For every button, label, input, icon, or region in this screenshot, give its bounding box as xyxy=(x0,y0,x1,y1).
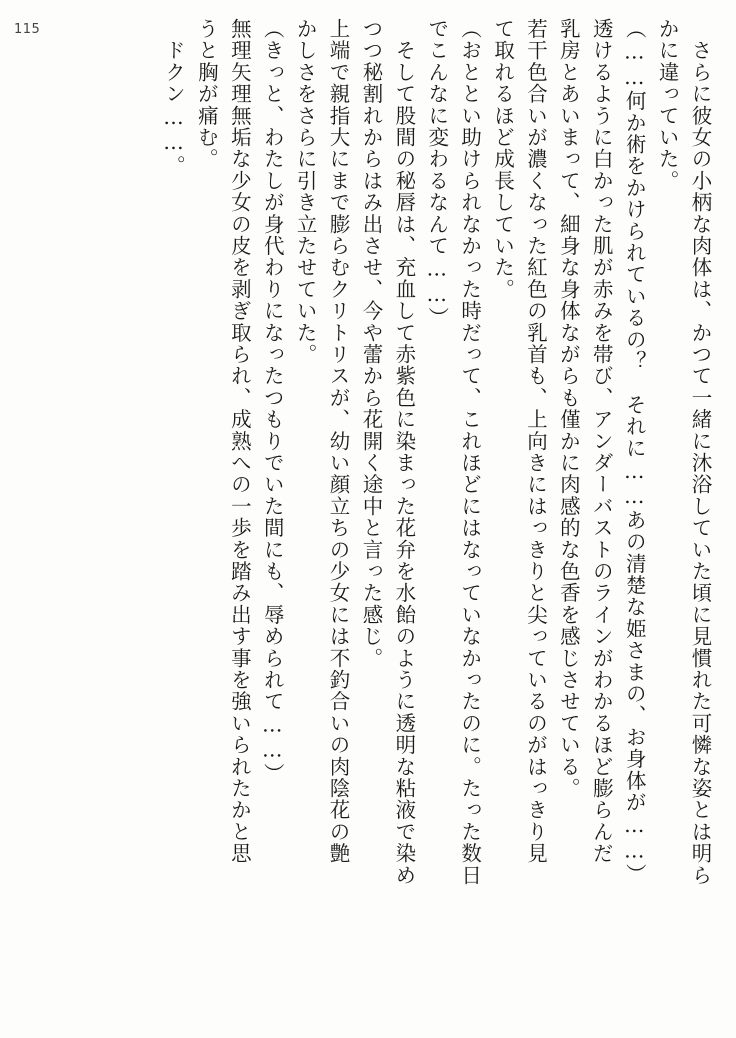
text-column: 若干色合いが濃くなった紅色の乳首も、上向きにはっきりと尖っているのがはっきり見 xyxy=(523,18,548,865)
text-column: て取れるほど成長していた。 xyxy=(490,18,515,301)
text-column: かに違っていた。 xyxy=(655,18,680,192)
text-column: 乳房とあいまって、細身な身体ながらも僅かに肉感的な色香を感じさせている。 xyxy=(556,18,581,800)
text-column: さらに彼女の小柄な肉体は、かつて一緒に沐浴していた頃に見慣れた可憐な姿とは明ら xyxy=(688,18,712,887)
page-number: 115 xyxy=(14,22,41,37)
text-column: そして股間の秘唇は、充血して赤紫色に染まった花弁を水飴のように透明な粘液で染め xyxy=(391,18,416,886)
text-column: （……何か術をかけられているの？ それに……あの清楚な姫さまの、お身体が……） xyxy=(622,18,647,886)
text-column: （おととい助けられなかった時だって、これほどにはなっていなかったのに。たった数日 xyxy=(457,18,482,886)
vertical-text-block xyxy=(58,18,716,1020)
text-column: 上端で親指大にまで膨らむクリトリスが、幼い顔立ちの少女には不釣合いの肉陰花の艶 xyxy=(326,18,351,865)
text-column: 透けるように白かった肌が赤みを帯び、アンダーバストのラインがわかるほど膨らんだ xyxy=(589,18,614,865)
text-column: 無理矢理無垢な少女の皮を剥ぎ取られ、成熟への一歩を踏み出す事を強いられたかと思 xyxy=(227,18,252,865)
text-column: うと胸が痛む。 xyxy=(194,18,219,170)
text-column: でこんなに変わるなんて……） xyxy=(424,18,449,329)
text-column: つつ秘割れからはみ出させ、今や蕾から花開く途中と言った感じ。 xyxy=(358,18,383,669)
text-column: （きっと、わたしが身代わりになったつもりでいた間にも、辱められて……） xyxy=(260,18,285,785)
text-column: かしさをさらに引き立たせていた。 xyxy=(293,18,318,366)
text-column: ドクン……。 xyxy=(161,18,186,177)
